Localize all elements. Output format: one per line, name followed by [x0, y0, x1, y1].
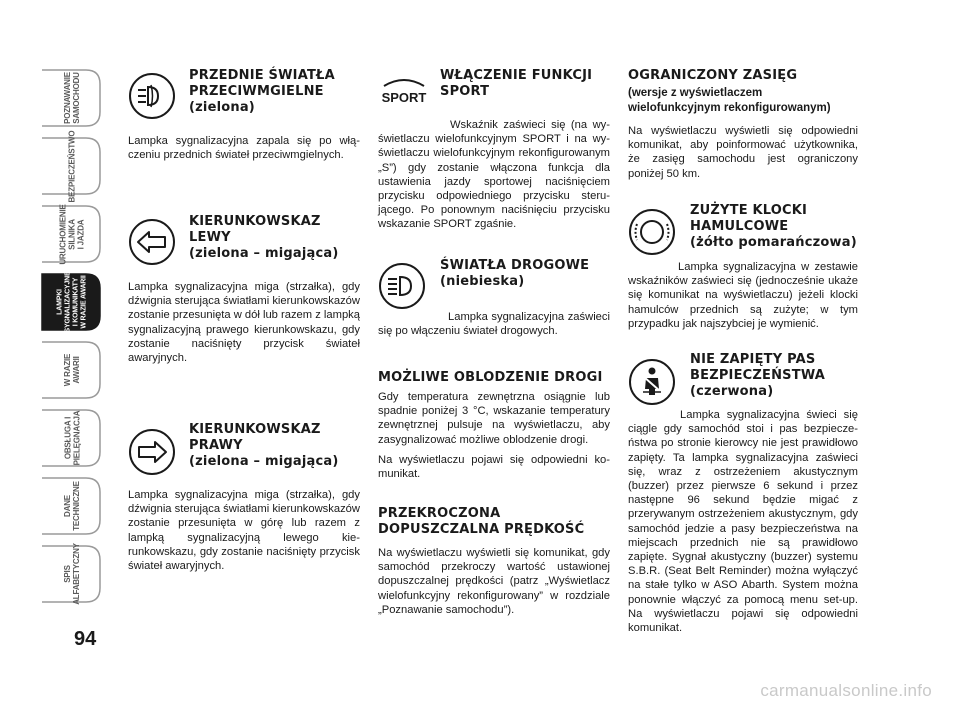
left-title-line1: KIERUNKOWSKAZ: [189, 214, 321, 229]
sport-text: Wskaźnik zaświeci się (na wyświetlaczu wielofunkcyjnym SPORT i na wyświetlaczu wielofunkcyjnym rekonfigurowanym „S”) gdy zostanie włączona funkcja dla ustawienia jazdy sportowej naciśnięciem przycisku odpowiedniego przycisku sterującego. Po ponownym naciśnięciu przycisku wskazanie SPORT zgaśnie.: [378, 119, 610, 231]
fog-heading: [189, 68, 335, 116]
speed-title-line1: PRZEKROCZONA: [378, 506, 501, 521]
tab-label: BEZPIECZEŃSTWO: [67, 130, 77, 202]
tab-lampki-sygnalizacyjne[interactable]: [40, 272, 102, 332]
range-subtitle-line2: wielofunkcyjnym rekonfigurowanym): [628, 102, 831, 114]
right-title-line1: KIERUNKOWSKAZ: [189, 422, 321, 437]
brake-pads-text: Lampka sygnalizacyjna w zestawie wskaźników zaświeci się (jednocześnie ukaże się komunikat na wyświetlaczu) jeżeli klocki hamulców przednich są zużyte; w tym przypadku jak najszybciej je wymienić.: [628, 261, 858, 330]
high-beam-title: ŚWIATŁA DROGOWE: [440, 258, 590, 273]
sport-title-line2: SPORT: [440, 84, 490, 99]
tab-w-razie-awarii[interactable]: [40, 340, 102, 400]
sport-icon-text: SPORT: [381, 90, 427, 105]
tab-label: SPIS ALFABETYCZNY: [63, 543, 82, 605]
tab-label: W RAZIE AWARII: [63, 353, 81, 387]
right-indicator-heading: [189, 422, 338, 470]
seat-belt-icon: [628, 358, 676, 406]
ice-text: [378, 390, 610, 487]
left-title-color: (zielona – migająca): [189, 246, 339, 261]
range-heading: OGRANICZONY ZASIĘG: [628, 68, 798, 83]
ice-paragraph-1: Gdy temperatura zewnętrzna osiągnie lub spadnie poniżej 3 °C, wskazanie temperatury zewnętrznej pulsuje na wyświetlaczu, aby zasygnalizować możliwe oblodzenie drogi.: [378, 391, 610, 446]
pads-title-color: (żółto pomarańczowa): [690, 235, 857, 250]
range-text: Na wyświetlaczu wyświetli się odpowiedni komunikat, aby poinformować użytkownika, że zasięg samochodu jest ograniczony poniżej 50 km.: [628, 125, 858, 180]
page-number: 94: [74, 628, 97, 650]
brake-pads-heading: [690, 203, 857, 251]
turn-right-arrow-icon: [128, 428, 176, 476]
speed-heading: [378, 506, 584, 538]
high-beam-icon: [378, 262, 426, 310]
high-beam-color: (niebieska): [440, 274, 525, 289]
tab-dane-techniczne[interactable]: [40, 476, 102, 536]
fog-title-line1: PRZEDNIE ŚWIATŁA: [189, 68, 335, 83]
fog-text: Lampka sygnalizacyjna zapala się po włączeniu przednich świateł przeciwmgielnych.: [128, 135, 360, 162]
tab-poznawanie-samochodu[interactable]: [40, 68, 102, 128]
range-subtitle-line1: (wersje z wyświetlaczem: [628, 87, 763, 99]
left-indicator-heading: [189, 214, 338, 262]
ice-paragraph-2: Na wyświetlaczu pojawi się odpowiedni komunikat.: [378, 453, 610, 481]
tab-obsluga[interactable]: [40, 408, 102, 468]
belt-title-color: (czerwona): [690, 384, 774, 399]
speed-text: Na wyświetlaczu wyświetli się komunikat, gdy samochód przekroczy wartość ustawionej dopuszczalnej prędkości (patrz „Wyświetlacz wielofunkcyjny rekonfigurowany” w rozdziale „Poznawanie samochodu”).: [378, 547, 610, 616]
speed-title-line2: DOPUSZCZALNA PRĘDKOŚĆ: [378, 522, 585, 537]
right-title-color: (zielona – migająca): [189, 454, 339, 469]
fog-title-line2: PRZECIWMGIELNE: [189, 84, 324, 99]
right-title-line2: PRAWY: [189, 438, 243, 453]
pads-title-line2: HAMULCOWE: [690, 219, 789, 234]
tab-bezpieczenstwo[interactable]: [40, 130, 102, 202]
seat-belt-heading: [690, 352, 825, 400]
sport-mode-icon: [378, 72, 430, 120]
belt-title-line2: BEZPIECZEŃSTWA: [690, 368, 826, 383]
high-beam-heading: [440, 258, 589, 290]
tab-spis-alfabetyczny[interactable]: [40, 544, 102, 604]
seat-belt-text: Lampka sygnalizacyjna świeci się ciągle gdy samochód stoi i pas bezpieczeństwa po stronie kierowcy nie jest prawidłowo zapięty. Ta lampka sygnalizacyjna zaświeci się, wraz z ostrzeżeniem akustycznym (buzzer) przez pierwsze 6 sekund i przez następne 96 sekund będzie migać z przerywanym ostrzeżeniem akustycznym, gdy samochód jedzie a pasy bezpieczeństwa na miejscach przednich nie są prawidłowo zapięte. Sygnał akustyczny (buzzer) systemu S.B.R. (Seat Belt Reminder) można wyłączyć na stałe tylko w ASO Abarth. System można ponownie włączyć za pomocą menu set-up. Na wyświetlaczu pojawi się odpowiedni komunikat.: [628, 409, 858, 635]
tab-label: POZNAWANIE SAMOCHODU: [63, 72, 82, 124]
turn-left-arrow-icon: [128, 218, 176, 266]
high-beam-text: Lampka sygnalizacyjna zaświeci się po włączeniu świateł drogowych.: [378, 311, 610, 338]
sport-heading: [440, 68, 592, 100]
brake-pads-icon: [628, 208, 676, 256]
tab-label: LAMPKI SYGNALIZACYJNE I KOMUNIKATY W RAZIE AWARII: [56, 271, 87, 333]
range-subtitle: [628, 86, 831, 116]
front-fog-light-icon: [128, 72, 176, 120]
tab-uruchomienie[interactable]: [40, 204, 102, 264]
left-title-line2: LEWY: [189, 230, 231, 245]
belt-title-line1: NIE ZAPIĘTY PAS: [690, 352, 816, 367]
ice-heading: MOŻLIWE OBLODZENIE DROGI: [378, 370, 603, 385]
sport-title-line1: WŁĄCZENIE FUNKCJI: [440, 68, 593, 83]
left-indicator-text: Lampka sygnalizacyjna miga (strzałka), gdy dźwignia sterująca światłami kierunkowskazów zostanie przesunięta w dół lub razem z lampką sygnalizacyjną prawego kierunkowskazu, gdy zostanie naciśnięty przycisk świateł awaryjnych.: [128, 281, 360, 365]
fog-title-color: (zielona): [189, 100, 255, 115]
tab-label: DANE TECHNICZNE: [63, 481, 81, 531]
pads-title-line1: ZUŻYTE KLOCKI: [690, 203, 808, 218]
tab-label: URUCHOMIENIE SILNIKA I JAZDA: [58, 203, 86, 265]
tab-label: OBSŁUGA I PIELĘGNACJA: [63, 410, 82, 466]
right-indicator-text: Lampka sygnalizacyjna miga (strzałka), gdy dźwignia sterująca światłami kierunkowskazów zostanie przesunięta w górę lub razem z lampką sygnalizacyjną lewego kierunkowskazu, gdy zostanie naciśnięty przycisk świateł awaryjnych.: [128, 489, 360, 573]
watermark: carmanualsonline.info: [760, 681, 932, 700]
